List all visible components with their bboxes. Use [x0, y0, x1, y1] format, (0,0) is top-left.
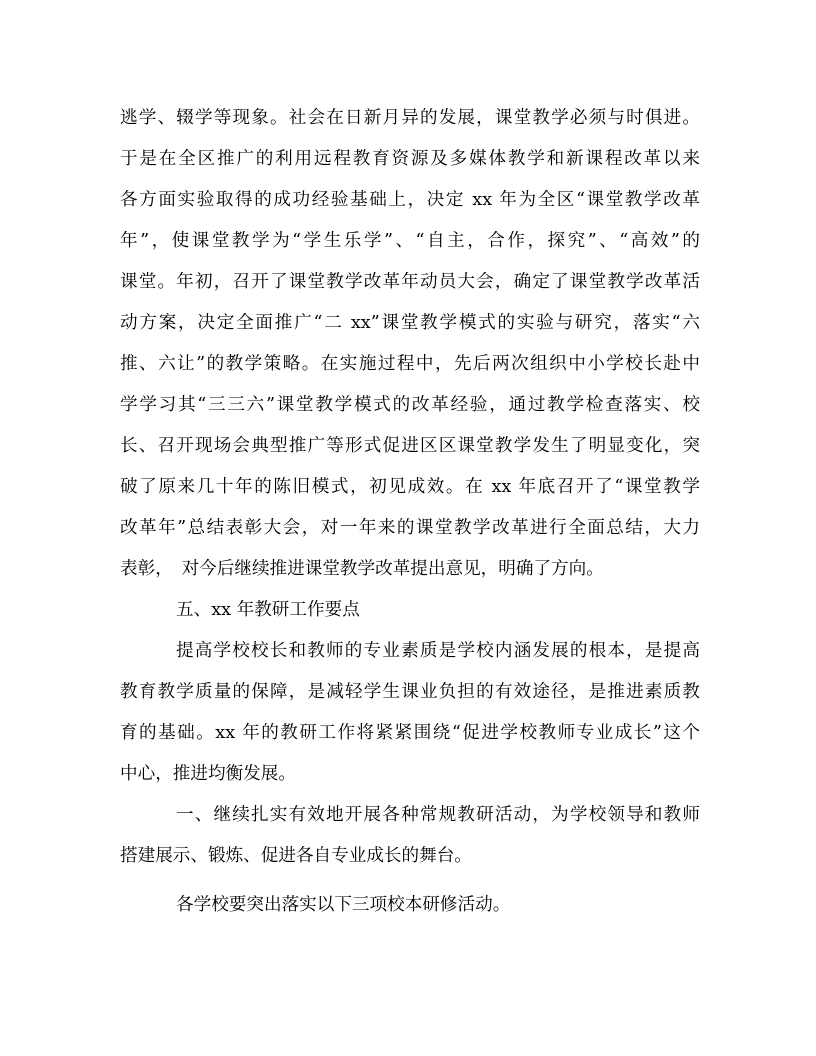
paragraph-2-line-2: 教育教学质量的保障，是减轻学生课业负担的有效途径，是推进素质教	[120, 682, 700, 702]
subsection-heading-line-1: 一、继续扎实有效地开展各种常规教研活动，为学校领导和教师	[176, 805, 700, 825]
paragraph-line-11: 改革年”总结表彰大会，对一年来的课堂教学改革进行全面总结，大力	[120, 518, 700, 538]
paragraph-line-3: 各方面实验取得的成功经验基础上，决定 xx 年为全区“课堂教学改革	[120, 190, 700, 210]
paragraph-line-8: 学学习其“三三六”课堂教学模式的改革经验，通过教学检查落实、校	[120, 395, 700, 415]
paragraph-line-10: 破了原来几十年的陈旧模式，初见成效。在 xx 年底召开了“课堂教学	[120, 477, 700, 497]
paragraph-line-12: 表彰， 对今后继续推进课堂教学改革提出意见，明确了方向。	[120, 559, 604, 579]
paragraph-2-line-1: 提高学校校长和教师的专业素质是学校内涵发展的根本，是提高	[176, 641, 700, 661]
paragraph-line-6: 动方案，决定全面推广“二 xx”课堂教学模式的实验与研究，落实“六	[120, 313, 700, 333]
paragraph-line-5: 课堂。年初，召开了课堂教学改革年动员大会，确定了课堂教学改革活	[120, 272, 700, 292]
paragraph-line-1: 逃学、辍学等现象。社会在日新月异的发展，课堂教学必须与时俱进。	[120, 108, 700, 128]
paragraph-line-2: 于是在全区推广的利用远程教育资源及多媒体教学和新课程改革以来	[120, 149, 700, 169]
paragraph-line-9: 长、召开现场会典型推广等形式促进区区课堂教学发生了明显变化，突	[120, 436, 700, 456]
paragraph-3-line-1: 各学校要突出落实以下三项校本研修活动。	[176, 895, 511, 915]
section-heading: 五、xx 年教研工作要点	[176, 600, 360, 620]
subsection-heading-line-2: 搭建展示、锻炼、促进各自专业成长的舞台。	[120, 846, 472, 866]
paragraph-line-4: 年”，使课堂教学为“学生乐学”、“自主，合作，探究”、“高效”的	[120, 231, 700, 251]
paragraph-2-line-3: 育的基础。xx 年的教研工作将紧紧围绕“促进学校教师专业成长”这个	[120, 723, 700, 743]
paragraph-line-7: 推、六让”的教学策略。在实施过程中，先后两次组织中小学校长赴中	[120, 354, 700, 374]
paragraph-2-line-4: 中心，推进均衡发展。	[120, 764, 296, 784]
